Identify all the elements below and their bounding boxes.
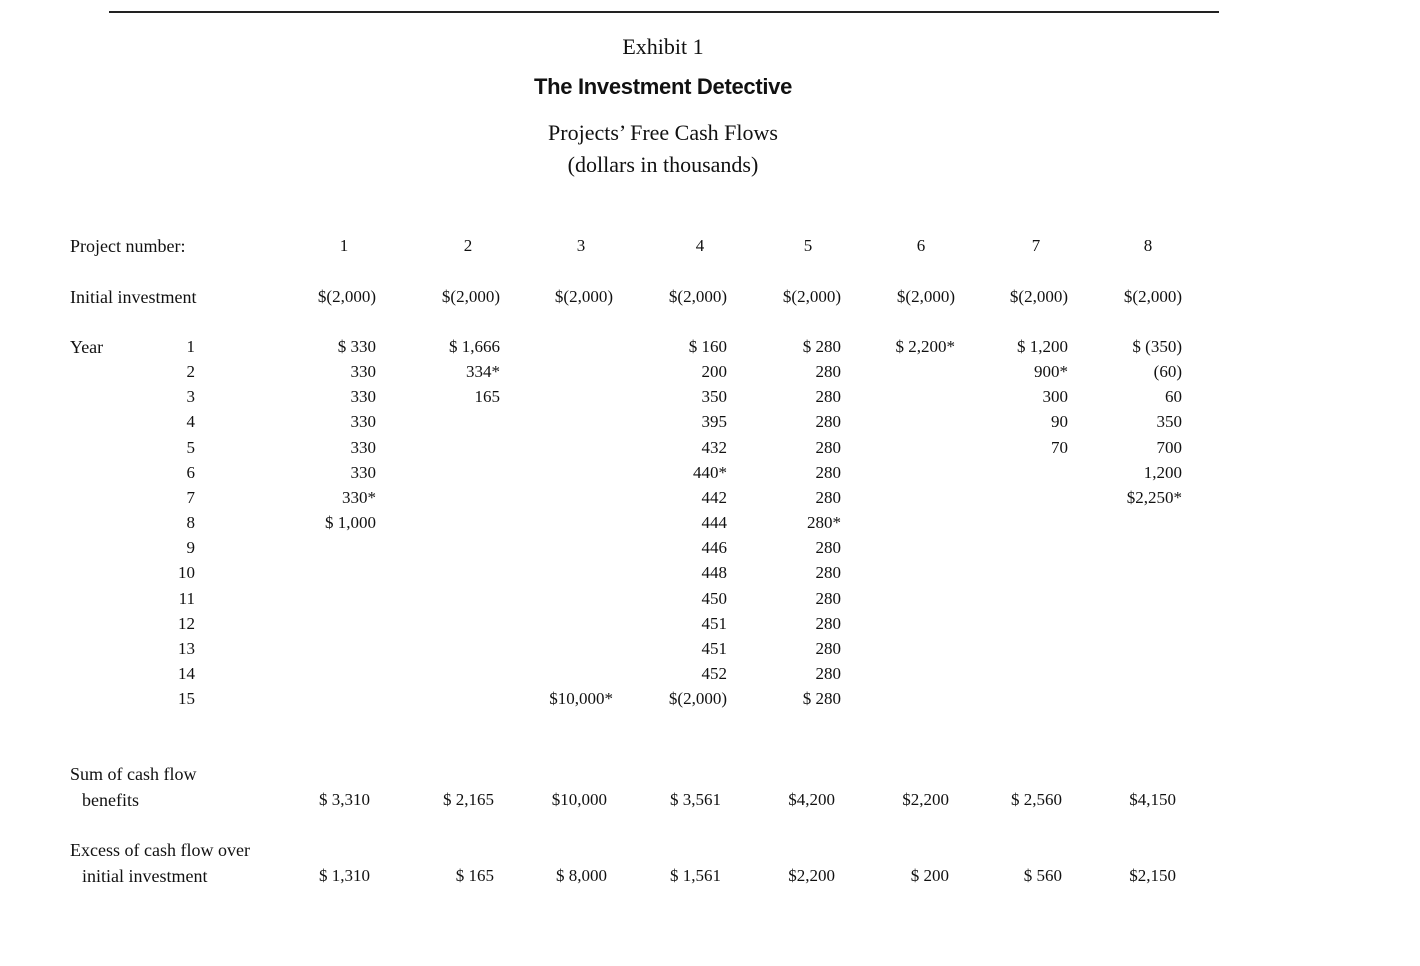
cash-flow-cell: 330	[350, 362, 376, 382]
cash-flow-cell: 280	[815, 563, 841, 583]
year-number: 9	[186, 538, 195, 558]
cash-flow-cell: 350	[701, 387, 727, 407]
exhibit-label: Exhibit 1	[622, 34, 704, 59]
cash-flow-cell: 200	[701, 362, 727, 382]
cash-flow-cell: 280*	[807, 513, 841, 533]
sum-cell: $2,200	[902, 790, 949, 809]
initial-investment-cell: $(2,000)	[317, 287, 376, 306]
cash-flow-cell: $2,250*	[1126, 487, 1182, 507]
initial-investment-cell: $(2,000)	[668, 287, 727, 306]
cash-flow-cell: 280	[815, 663, 841, 683]
cash-flow-cell: 300	[1042, 387, 1068, 407]
excess-label-line2: initial investment	[82, 866, 208, 886]
cash-flow-cell: 446	[701, 538, 727, 558]
excess-cell: $ 165	[455, 866, 494, 885]
cash-flow-cell: 280	[815, 412, 841, 432]
document-title: The Investment Detective	[533, 74, 793, 99]
sum-cell: $ 2,165	[443, 790, 494, 809]
year-number: 12	[178, 613, 195, 633]
cash-flow-cell: $ 280	[802, 337, 841, 356]
cash-flow-cell: 451	[701, 638, 727, 658]
initial-investment-cell: $(2,000)	[896, 287, 955, 306]
cash-flow-cell: 330	[350, 437, 376, 457]
initial-investment-cell: $(2,000)	[1123, 287, 1182, 306]
cash-flow-cell: 280	[815, 487, 841, 507]
cash-flow-cell: 280	[815, 437, 841, 457]
cash-flow-cell: 444	[701, 513, 727, 533]
initial-investment-cell: $(2,000)	[782, 287, 841, 306]
document-subtitle: Projects’ Free Cash Flows	[548, 120, 778, 145]
excess-cell: $ 560	[1023, 866, 1062, 885]
cash-flow-cell: 448	[701, 563, 727, 583]
cash-flow-cell: 280	[815, 588, 841, 608]
project-number-3: 3	[576, 236, 586, 255]
excess-cell: $ 8,000	[556, 866, 607, 885]
cash-flow-cell: 280	[815, 362, 841, 382]
sum-cell: $ 3,310	[319, 790, 370, 809]
cash-flow-cell: 165	[474, 387, 500, 407]
excess-cell: $ 1,310	[319, 866, 370, 885]
cash-flow-cell: 280	[815, 638, 841, 658]
cash-flow-cell: 280	[815, 387, 841, 407]
year-number: 8	[186, 513, 195, 533]
year-number: 2	[186, 362, 195, 382]
sum-cell: $ 3,561	[670, 790, 721, 809]
cash-flow-cell: 452	[701, 663, 727, 683]
cash-flow-cell: 700	[1156, 437, 1182, 457]
cash-flow-cell: 280	[815, 538, 841, 558]
cash-flow-cell: $ (350)	[1132, 337, 1182, 356]
initial-investment-label: Initial investment	[70, 287, 197, 307]
cash-flow-cell: $ 280	[802, 689, 841, 709]
cash-flow-cell: 330	[350, 412, 376, 432]
year-number: 6	[186, 462, 195, 482]
cash-flow-cell: 330	[350, 387, 376, 407]
excess-cell: $2,200	[788, 866, 835, 885]
cash-flow-cell: 334*	[466, 362, 500, 382]
cash-flow-cell: 451	[701, 613, 727, 633]
sum-label-line2: benefits	[82, 790, 139, 810]
cash-flow-cell: $(2,000)	[668, 689, 727, 709]
project-number-2: 2	[463, 236, 473, 255]
cash-flow-cell: 440*	[693, 462, 727, 482]
cash-flow-cell: 432	[701, 437, 727, 457]
year-number: 10	[178, 563, 195, 583]
project-number-label: Project number:	[70, 236, 186, 256]
cash-flow-cell: 900*	[1034, 362, 1068, 382]
sum-cell: $4,150	[1129, 790, 1176, 809]
project-number-5: 5	[803, 236, 813, 255]
cash-flow-cell: 70	[1051, 437, 1068, 457]
initial-investment-cell: $(2,000)	[1009, 287, 1068, 306]
excess-cell: $ 200	[910, 866, 949, 885]
project-number-8: 8	[1143, 236, 1153, 255]
year-number: 4	[186, 412, 195, 432]
cash-flow-cell: $ 2,200*	[895, 337, 955, 356]
cash-flow-cell: 280	[815, 613, 841, 633]
cash-flow-cell: $ 1,666	[449, 337, 500, 356]
cash-flow-cell: 90	[1051, 412, 1068, 432]
sum-cell: $ 2,560	[1011, 790, 1062, 809]
cash-flow-cell: $ 160	[688, 337, 727, 356]
top-rule	[109, 11, 1219, 13]
cash-flow-cell: $10,000*	[549, 689, 613, 709]
cash-flow-cell: 280	[815, 462, 841, 482]
cash-flow-cell: 330*	[342, 487, 376, 507]
project-number-6: 6	[916, 236, 926, 255]
sum-cell: $10,000	[551, 790, 607, 809]
cash-flow-cell: (60)	[1153, 362, 1182, 382]
cash-flow-cell: 330	[350, 462, 376, 482]
project-number-4: 4	[695, 236, 705, 255]
year-number: 5	[186, 437, 195, 457]
cash-flow-cell: $ 1,200	[1017, 337, 1068, 356]
sum-label-line1: Sum of cash flow	[70, 764, 197, 784]
excess-cell: $2,150	[1129, 866, 1176, 885]
year-number: 3	[186, 387, 195, 407]
project-number-7: 7	[1031, 236, 1041, 255]
initial-investment-cell: $(2,000)	[554, 287, 613, 306]
year-number: 7	[186, 487, 195, 507]
year-number: 13	[178, 638, 195, 658]
excess-label-line1: Excess of cash flow over	[70, 840, 250, 860]
year-number: 14	[178, 663, 195, 683]
sum-cell: $4,200	[788, 790, 835, 809]
year-number: 11	[178, 588, 195, 608]
cash-flow-cell: 60	[1165, 387, 1182, 407]
cash-flow-cell: 395	[701, 412, 727, 432]
year-number: 1	[186, 337, 195, 356]
initial-investment-cell: $(2,000)	[441, 287, 500, 306]
year-number: 15	[178, 689, 195, 709]
cash-flow-cell: 350	[1156, 412, 1182, 432]
project-number-1: 1	[339, 236, 349, 255]
cash-flow-cell: $ 1,000	[325, 513, 376, 533]
cash-flow-cell: $ 330	[337, 337, 376, 356]
cash-flow-cell: 450	[701, 588, 727, 608]
cash-flow-cell: 442	[701, 487, 727, 507]
units-note: (dollars in thousands)	[567, 152, 759, 177]
excess-cell: $ 1,561	[670, 866, 721, 885]
year-label: Year	[70, 337, 104, 357]
cash-flow-cell: 1,200	[1143, 462, 1182, 482]
